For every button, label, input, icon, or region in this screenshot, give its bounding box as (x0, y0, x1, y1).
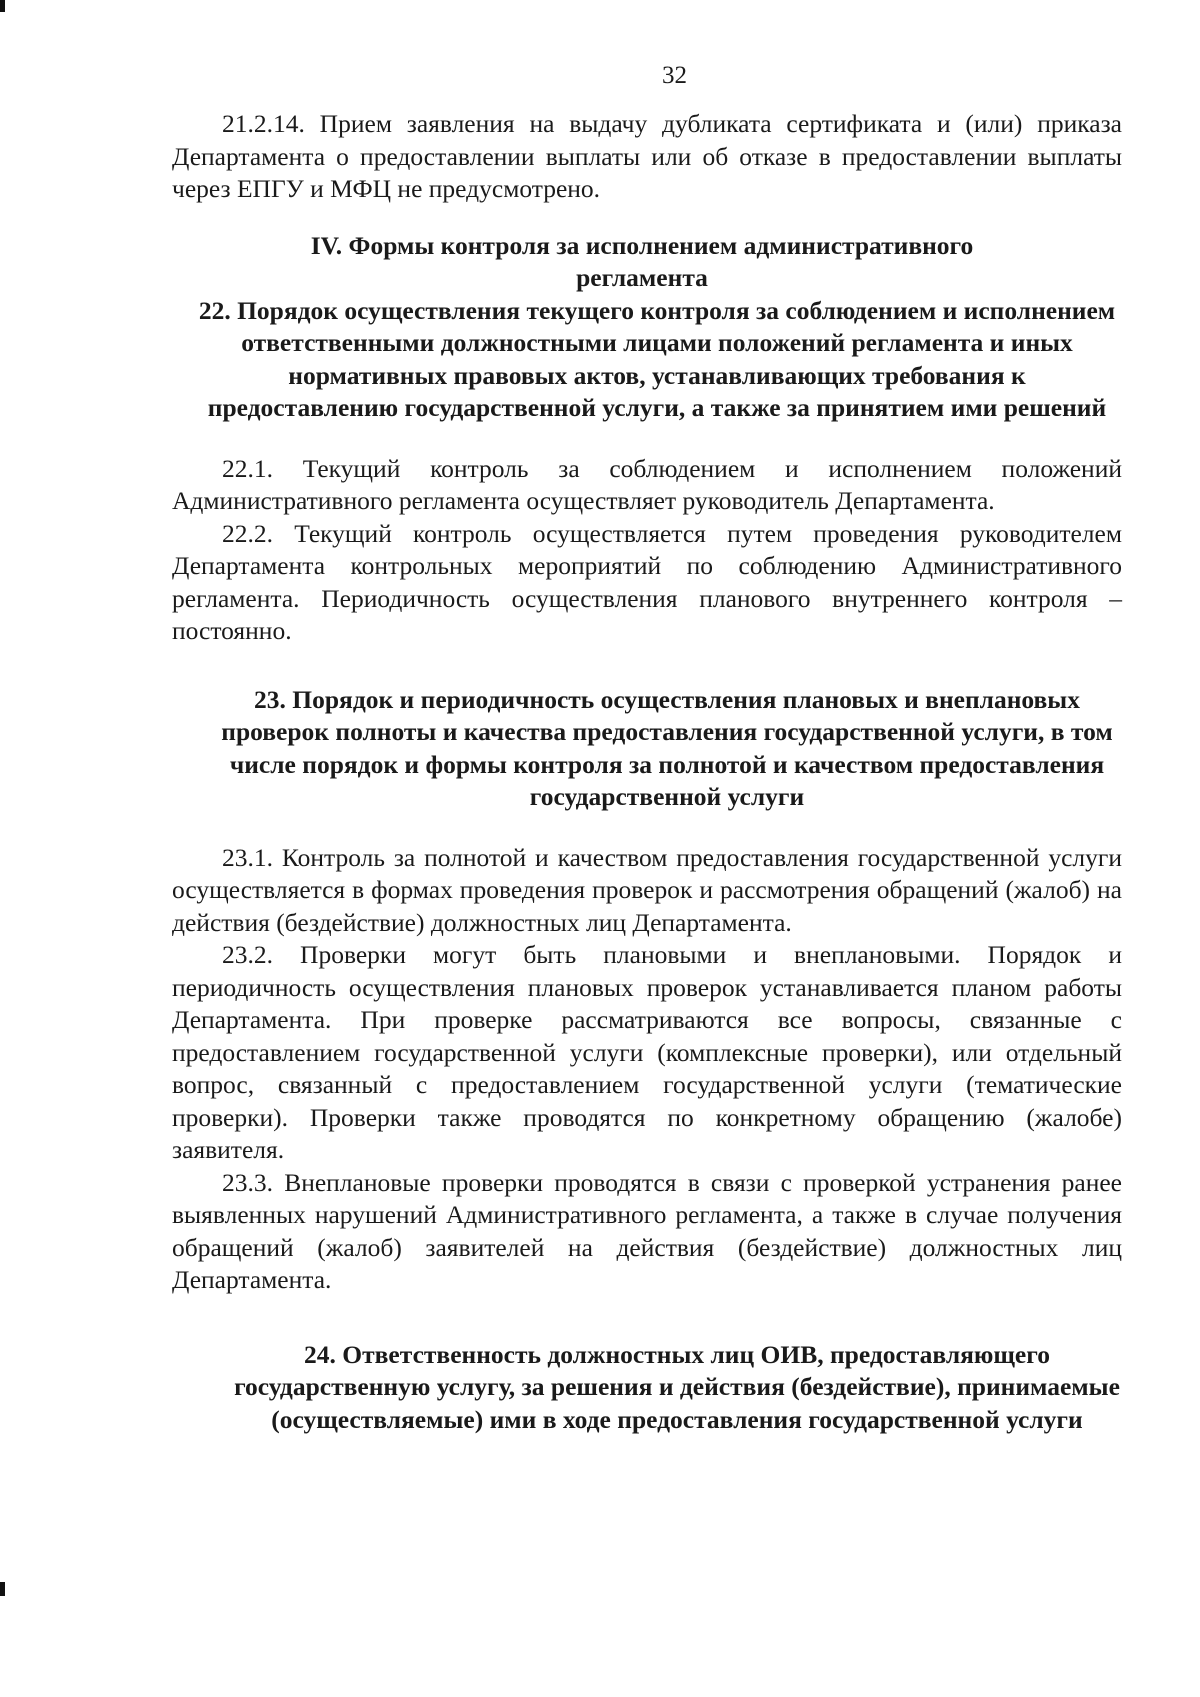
paragraph-23-1: 23.1. Контроль за полнотой и качеством предоставления государственной услуги осуществляется в формах проведения проверок и рассмотрения обращений (жалоб) на действия (бездействие) должностных лиц Департамента. (172, 842, 1122, 937)
document-page (172, 62, 1122, 1436)
section-heading-22: 22. Порядок осуществления текущего контроля за соблюдением и исполнением ответственными должностными лицами положений регламента и иных нормативных правовых актов, устанавливающих требования к предоставлению государственной услуги, а также за принятием ими решений (198, 295, 1116, 422)
section-heading-23: 23. Порядок и периодичность осуществления плановых и внеплановых проверок полноты и качества предоставления государственной услуги, в том числе порядок и формы контроля за полнотой и качеством предоставления государственной услуги (221, 684, 1113, 811)
paragraph-21-2-14: 21.2.14. Прием заявления на выдачу дубликата сертификата и (или) приказа Департамента о предоставлении выплаты или об отказе в предоставлении выплаты через ЕПГУ и МФЦ не предусмотрено. (172, 109, 1122, 203)
spacer (172, 814, 1122, 842)
section-heading-iv: IV. Формы контроля за исполнением административного регламента (310, 230, 974, 292)
spacer (172, 425, 1122, 453)
scan-edge-mark (0, 1582, 5, 1596)
scan-edge-mark (0, 0, 5, 12)
paragraph-23-2: 23.2. Проверки могут быть плановыми и внеплановыми. Порядок и периодичность осуществления плановых проверок устанавливается планом работы Департамента. При проверке рассматриваются все вопросы, связанные с предоставлением государственной услуги (комплексные проверки), или отдельный вопрос, связанный с предоставлением государственной услуги (тематические проверки). Проверки также проводятся по конкретному обращению (жалобе) заявителя. (172, 940, 1122, 1164)
page-number: 32 (662, 62, 687, 89)
paragraph-23-3: 23.3. Внеплановые проверки проводятся в связи с проверкой устранения ранее выявленных нарушений Административного регламента, а также в случае получения обращений (жалоб) заявителей на действия (бездействие) должностных лиц Департамента. (172, 1167, 1122, 1294)
section-heading-24: 24. Ответственность должностных лиц ОИВ, предоставляющего государственную услугу, за решения и действия (бездействие), принимаемые (осуществляемые) ими в ходе предоставления государственной услуги (234, 1339, 1120, 1434)
paragraph-22-2: 22.2. Текущий контроль осуществляется путем проведения руководителем Департамента контрольных мероприятий по соблюдению Административного регламента. Периодичность осуществления планового внутреннего контроля – постоянно. (172, 518, 1122, 645)
paragraph-22-1: 22.1. Текущий контроль за соблюдением и исполнением положений Административного регламента осуществляет руководитель Департамента. (172, 453, 1122, 515)
